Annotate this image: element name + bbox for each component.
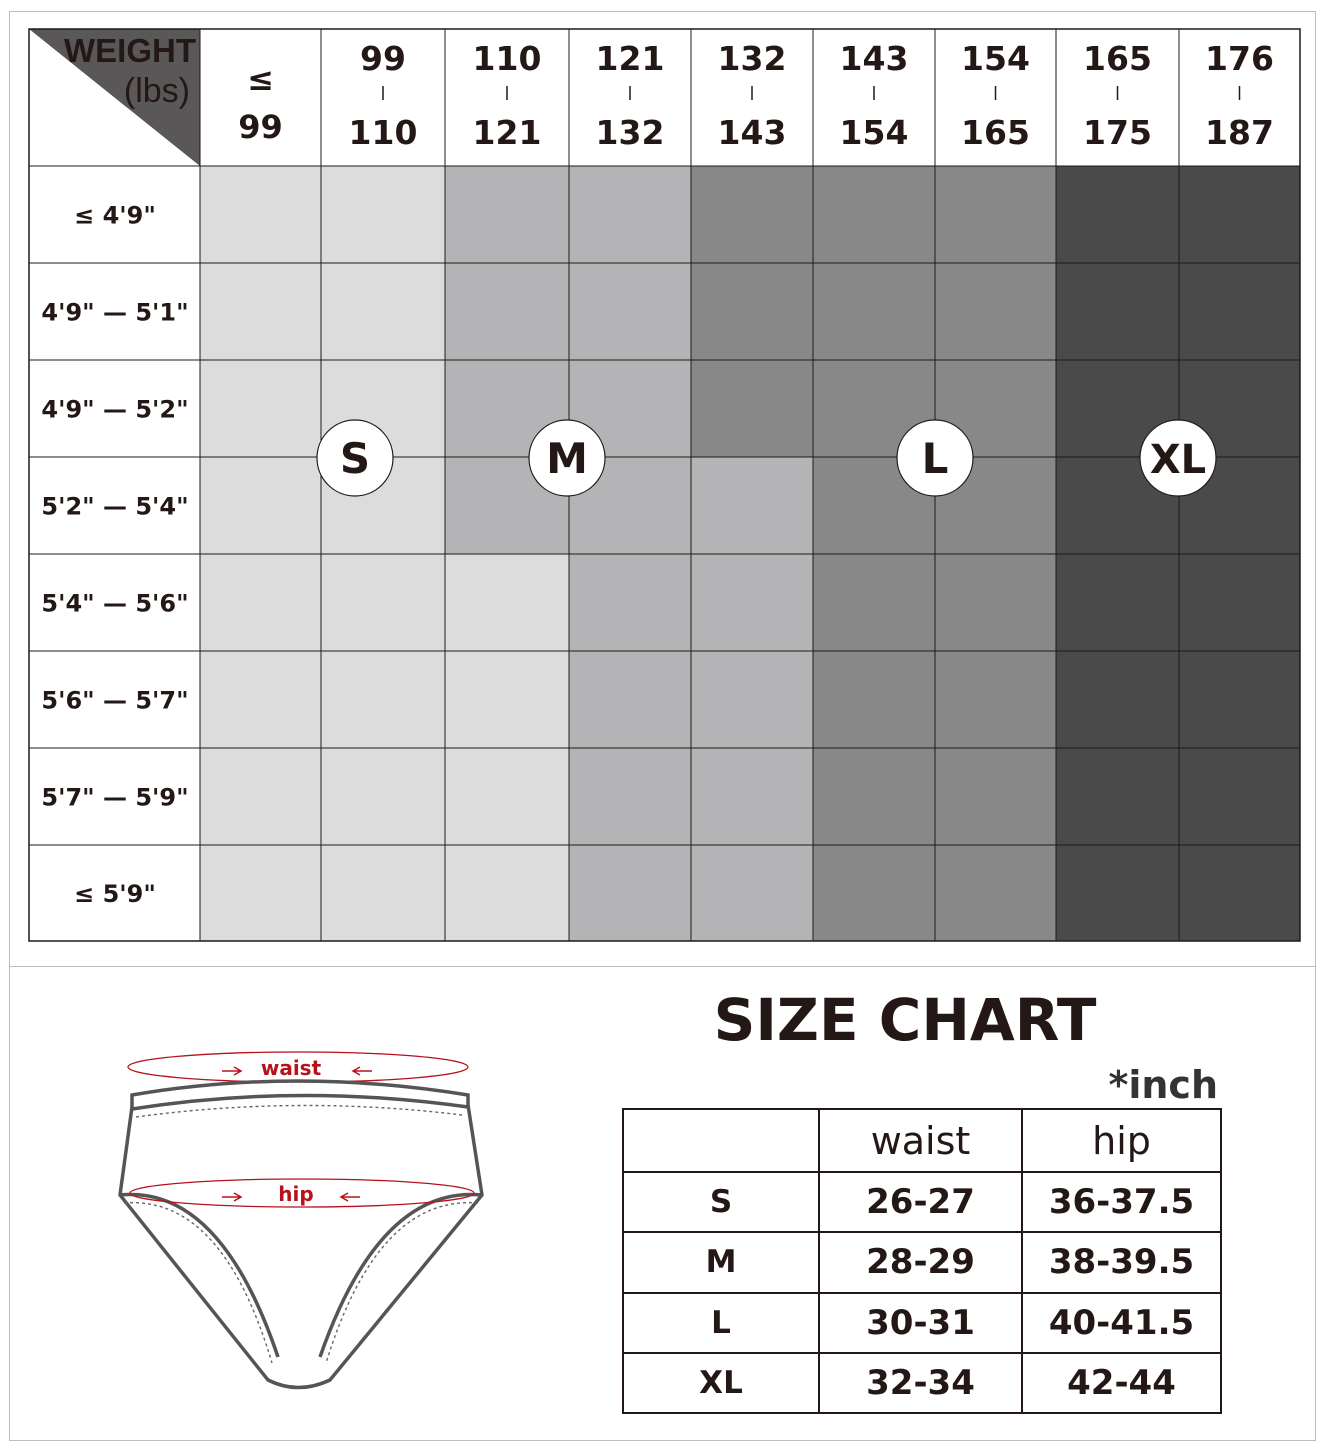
grid-cell-m	[569, 748, 691, 845]
brief-body-outline	[120, 1105, 482, 1388]
size-label: M	[623, 1232, 819, 1292]
waist-value: 30-31	[819, 1293, 1022, 1353]
hip-value: 38-39.5	[1022, 1232, 1221, 1292]
leg-line-left	[120, 1194, 278, 1357]
grid-cell-xl	[1056, 166, 1179, 263]
height-row-label: 5'7" — 5'9"	[41, 783, 189, 812]
grid-cell-l	[935, 263, 1056, 360]
grid-cell-l	[935, 166, 1056, 263]
grid-cell-s	[200, 748, 321, 845]
grid-cell-s	[321, 748, 445, 845]
grid-cell-l	[813, 651, 935, 748]
weight-column-top: 121	[595, 39, 665, 78]
grid-cell-m	[691, 845, 813, 941]
grid-cell-l	[935, 554, 1056, 651]
grid-cell-m	[569, 263, 691, 360]
grid-cell-s	[200, 263, 321, 360]
grid-cell-s	[321, 554, 445, 651]
hip-arrow-right-icon	[341, 1193, 360, 1201]
grid-cell-l	[691, 166, 813, 263]
height-row-label: 4'9" — 5'1"	[41, 298, 189, 327]
corner-weight-label: WEIGHT	[64, 32, 196, 69]
weight-column-top: 110	[472, 39, 542, 78]
grid-cell-l	[691, 360, 813, 457]
grid-cell-m	[691, 457, 813, 554]
hip-value: 42-44	[1022, 1353, 1221, 1413]
weight-column-top: 165	[1083, 39, 1152, 78]
size-badge-label: XL	[1149, 437, 1207, 483]
grid-cell-s	[445, 748, 569, 845]
weight-column-top: 154	[961, 39, 1030, 78]
weight-column-bottom: 165	[961, 113, 1030, 152]
grid-cell-m	[691, 748, 813, 845]
grid-cell-l	[813, 166, 935, 263]
table-row	[623, 1353, 1221, 1413]
hip-label: hip	[278, 1182, 314, 1206]
header-size	[623, 1109, 819, 1172]
grid-cell-xl	[1179, 554, 1300, 651]
grid-cell-xl	[1179, 845, 1300, 941]
weight-column-bottom: 187	[1205, 113, 1274, 152]
grid-cell-xl	[1056, 263, 1179, 360]
weight-column-bottom: 143	[717, 113, 787, 152]
hip-value: 40-41.5	[1022, 1293, 1221, 1353]
size-badge-label: S	[339, 434, 371, 483]
grid-cell-s	[445, 651, 569, 748]
waist-label: waist	[260, 1056, 322, 1080]
grid-cell-m	[691, 554, 813, 651]
unit-note: *inch	[1108, 1063, 1218, 1107]
size-badge-label: L	[921, 434, 949, 483]
grid-cell-s	[200, 166, 321, 263]
grid-cell-xl	[1179, 748, 1300, 845]
grid-cell-xl	[1179, 166, 1300, 263]
height-row-label: 5'4" — 5'6"	[41, 589, 189, 618]
waist-arrow-right-icon	[353, 1067, 372, 1075]
height-row-headers	[41, 202, 188, 909]
section-divider	[9, 966, 1316, 967]
weight-column-top: 143	[839, 39, 909, 78]
weight-column-top: 132	[717, 39, 787, 78]
weight-column-bottom: 110	[348, 113, 418, 152]
grid-cell-m	[569, 554, 691, 651]
corner-lbs-label: (lbs)	[123, 72, 190, 110]
waist-value: 26-27	[819, 1172, 1022, 1232]
height-row-label: 4'9" — 5'2"	[41, 395, 189, 424]
header-hip: hip	[1022, 1109, 1221, 1172]
grid-cell-m	[445, 263, 569, 360]
waist-arrow-left-icon	[222, 1067, 241, 1075]
table-row	[623, 1172, 1221, 1232]
grid-cell-l	[935, 748, 1056, 845]
weight-column-bottom: 175	[1083, 113, 1152, 152]
weight-column-bottom: 99	[238, 108, 283, 146]
grid-cell-s	[321, 845, 445, 941]
grid-cell-xl	[1056, 651, 1179, 748]
waist-value: 28-29	[819, 1232, 1022, 1292]
grid-cell-s	[321, 166, 445, 263]
hip-arrow-left-icon	[222, 1193, 241, 1201]
grid-cell-l	[691, 263, 813, 360]
weight-column-top: 176	[1205, 39, 1274, 78]
grid-cell-l	[813, 554, 935, 651]
grid-cell-m	[569, 651, 691, 748]
height-row-label: 5'2" — 5'4"	[41, 492, 189, 521]
table-row	[623, 1293, 1221, 1353]
weight-column-headers	[238, 39, 1274, 152]
grid-cell-s	[200, 360, 321, 457]
height-row-label: 5'6" — 5'7"	[41, 686, 189, 715]
weight-column-bottom: 132	[595, 113, 665, 152]
height-row-label: ≤ 4'9"	[74, 201, 156, 230]
grid-cell-l	[813, 748, 935, 845]
size-label: L	[623, 1293, 819, 1353]
hip-value: 36-37.5	[1022, 1172, 1221, 1232]
height-row-label: ≤ 5'9"	[74, 880, 156, 908]
grid-cell-s	[445, 554, 569, 651]
grid-cell-xl	[1056, 554, 1179, 651]
leg-line-right	[320, 1194, 482, 1357]
grid-cell-l	[813, 263, 935, 360]
waist-value: 32-34	[819, 1353, 1022, 1413]
grid-cell-xl	[1179, 651, 1300, 748]
size-badge-label: M	[546, 434, 588, 483]
grid-cell-s	[445, 845, 569, 941]
size-chart-title: SIZE CHART	[713, 986, 1097, 1054]
grid-cell-s	[321, 651, 445, 748]
grid-cell-s	[200, 457, 321, 554]
grid-cell-m	[569, 166, 691, 263]
table-header-row	[623, 1109, 1221, 1172]
grid-cell-xl	[1056, 748, 1179, 845]
table-row	[623, 1232, 1221, 1292]
header-waist: waist	[819, 1109, 1022, 1172]
grid-cell-s	[200, 845, 321, 941]
weight-column-bottom: 154	[839, 113, 909, 152]
grid-cell-m	[569, 845, 691, 941]
weight-column-top: ≤	[247, 60, 274, 98]
size-chart-table	[622, 1108, 1222, 1414]
grid-cell-xl	[1056, 845, 1179, 941]
grid-cell-m	[691, 651, 813, 748]
grid-cell-m	[445, 166, 569, 263]
grid-cell-l	[935, 845, 1056, 941]
grid-cell-s	[200, 651, 321, 748]
brief-diagram	[110, 1035, 490, 1395]
weight-column-top: 99	[360, 39, 406, 78]
grid-cell-s	[321, 263, 445, 360]
waistband-stitch	[136, 1105, 462, 1117]
grid-cell-xl	[1179, 263, 1300, 360]
corner-ft-label: (FT)	[33, 88, 98, 126]
size-label: S	[623, 1172, 819, 1232]
weight-column-bottom: 121	[472, 113, 542, 152]
corner-height-label: HEIGHT	[33, 128, 158, 165]
grid-cell-s	[200, 554, 321, 651]
grid-cell-l	[935, 651, 1056, 748]
grid-cell-l	[813, 845, 935, 941]
size-label: XL	[623, 1353, 819, 1413]
